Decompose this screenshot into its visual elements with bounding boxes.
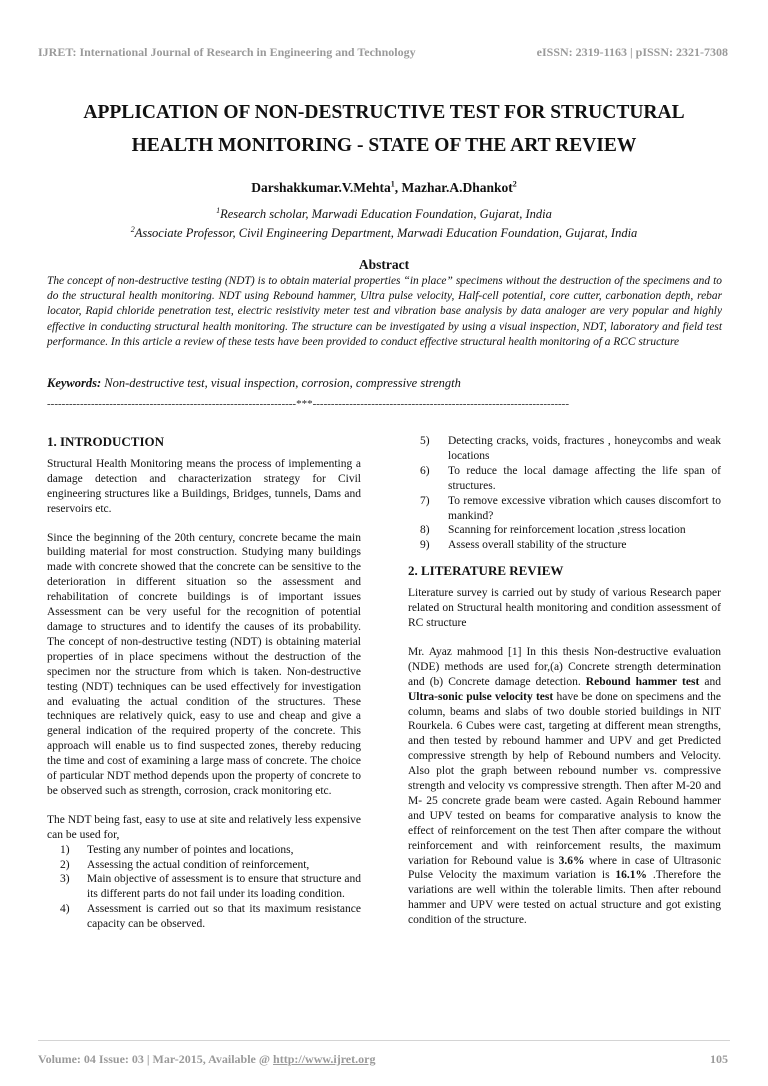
literature-paragraph-2 <box>408 645 721 928</box>
list-number: 4) <box>60 903 70 916</box>
introduction-heading: 1. INTRODUCTION <box>47 434 165 449</box>
intro-paragraph-3: The NDT being fast, easy to use at site and relatively less expensive can be used for, <box>47 813 361 841</box>
paper-title <box>40 96 728 162</box>
affiliation-marker: 1 <box>216 205 221 215</box>
abstract-heading: Abstract <box>358 257 410 272</box>
journal-name: IJRET: International Journal of Research in Engineering and Technology <box>38 45 416 59</box>
running-footer <box>38 1052 728 1070</box>
list-text: To reduce the local damage affecting the life span of structures. <box>448 464 721 492</box>
ndt-uses-list-part-2 <box>408 434 721 553</box>
affiliation-marker: 2 <box>130 224 135 234</box>
volume-text: Volume: 04 Issue: 03 | Mar-2015, Available @ <box>38 1052 274 1066</box>
affiliation-1 <box>40 205 728 224</box>
running-header <box>38 45 728 63</box>
lit-value-rebound: 3.6% <box>558 854 585 867</box>
list-item <box>47 872 361 902</box>
list-number: 7) <box>420 494 430 507</box>
list-item <box>47 902 361 932</box>
list-text: Assess overall stability of the structure <box>448 539 627 552</box>
title-line-1: APPLICATION OF NON-DESTRUCTIVE TEST FOR STRUCTURAL <box>83 102 685 123</box>
lit-text: and <box>699 675 721 688</box>
list-item <box>47 858 361 873</box>
affiliations <box>40 205 728 243</box>
page-number: 105 <box>710 1052 728 1066</box>
author-1: Darshakkumar.V.Mehta <box>251 180 391 195</box>
lit-value-upv: 16.1% <box>615 869 648 882</box>
list-number: 6) <box>420 464 430 477</box>
list-item <box>408 523 721 538</box>
list-number: 2) <box>60 858 70 871</box>
author-1-marker: 1 <box>390 179 395 189</box>
affiliation-2 <box>40 224 728 243</box>
author-separator: , <box>394 180 402 195</box>
intro-paragraph-2: Since the beginning of the 20th century, concrete became the main building material for most construction. Studying many buildings made with concrete showed that the concrete can be sensitive to the deterioration in different situation so the assessment and rehabilitation of concrete buildings is of important issues Assessment can be very useful for the recognition of potential damage to structures and to identify the causes of its probability. The concept of non-destructive testing (NDT) is obtaining material properties of in place specimens without the destruction of the specimen nor the structure from which is taken. Non-destructive testing (NDT) techniques can be used effectively for investigation and evaluating the actual condition of the structures. These techniques are relatively quick, easy to use and cheap and give a general indication of the required property of the concrete. This approach will enable us to find suspected zones, thereby reducing the time and cost of examining a large mass of concrete. The choice of particular NDT method depends upon the property of concrete to be observed such as strength, corrosion, crack monitoring etc. <box>47 531 361 797</box>
list-number: 8) <box>420 524 430 537</box>
list-text: Detecting cracks, voids, fractures , honeycombs and weak locations <box>448 435 721 462</box>
keywords-text: Non-destructive test, visual inspection, corrosion, compressive strength <box>101 376 461 390</box>
literature-paragraph-1: Literature survey is carried out by study of various Research paper related on Structural health monitoring and condition assessment of RC structure <box>408 587 721 629</box>
right-column <box>408 434 721 942</box>
lit-text: have be done on specimens and the column, beams and slabs of two double storied buildings in NIT Rourkela. 6 Cubes were cast, targeting at different mean strengths, and then tested by rebound hammer and UPV and get Predicted compressive strength by help of Rebound numbers and Velocity. Also plot the graph between rebound number vs. compressive strength and velocity vs compressive strength. Then after M-20 and M- 25 concrete grade beam were casted. Again Rebound hammer and UPV tested on beams for comparative analysis to know the effect of reinforcement on the test Then after compare the without reinforcement and with reinforcement results, the maximum variation for Rebound value is <box>408 690 721 867</box>
list-item <box>408 464 721 494</box>
keywords <box>47 376 722 391</box>
title-line-2: HEALTH MONITORING - STATE OF THE ART REVIEW <box>131 135 637 156</box>
literature-heading: 2. LITERATURE REVIEW <box>408 563 564 579</box>
footer-divider <box>38 1040 730 1041</box>
affiliation-text: Associate Professor, Civil Engineering Department, Marwadi Education Foundation, Gujarat, India <box>134 226 638 240</box>
author-2-marker: 2 <box>512 179 517 189</box>
lit-bold-upv: Ultra-sonic pulse velocity test <box>408 690 554 703</box>
lit-text: .Therefore the variations are well within the tolerable limits. Then after rebound hammer and UPV were tested on actual structure and got existing condition of the structure. <box>408 869 721 927</box>
list-item <box>47 843 361 858</box>
intro-paragraph-1: Structural Health Monitoring means the process of implementing a damage detection and characterization strategy for Civil engineering structures like a Buildings, Bridges, tunnels, Dams and reservoirs etc. <box>47 457 361 515</box>
journal-url-link[interactable]: http://www.ijret.org <box>273 1052 376 1066</box>
author-2: Mazhar.A.Dhankot <box>401 180 513 195</box>
list-text: Testing any number of pointes and locations, <box>87 843 294 856</box>
lit-bold-rebound: Rebound hammer test <box>585 675 700 688</box>
footer-volume <box>38 1052 375 1067</box>
ndt-uses-list-part-1 <box>47 843 361 932</box>
affiliation-text: Research scholar, Marwadi Education Foundation, Gujarat, India <box>220 207 552 221</box>
list-text: Assessment is carried out so that its maximum resistance capacity can be observed. <box>87 903 361 931</box>
list-number: 5) <box>420 435 430 447</box>
abstract-text: The concept of non-destructive testing (NDT) is to obtain material properties “in place” specimens without the destruction of the specimens and to do the structural health monitoring. NDT using Rebound hammer, Ultra pulse velocity, Half-cell potential, core cutter, carbonation depth, rebar locator, Rapid chloride penetration test, electric resistivity meter test and vibration base analysis by data analoger are very popular and highly effective in conducting structural health monitoring. The structure can be investigated by using a visual inspection, NDT, laboratory and field test performance. In this article a review of these tests have been provided to conduct effective structural health monitoring of a RCC structure <box>47 275 722 348</box>
list-item <box>408 538 721 553</box>
list-text: Main objective of assessment is to ensure that structure and its different parts do not fail under its loading condition. <box>87 873 361 901</box>
list-item <box>408 494 721 524</box>
lit-text: Mr. Ayaz mahmood [1] In this thesis Non-destructive evaluation (NDE) methods are used for,(a) Concrete strength determination and (b) Concrete damage detection. <box>408 645 721 688</box>
list-number: 9) <box>420 539 430 552</box>
list-number: 3) <box>60 873 70 886</box>
list-text: Assessing the actual condition of reinforcement, <box>87 858 310 871</box>
issn-text: eISSN: 2319-1163 | pISSN: 2321-7308 <box>536 45 728 59</box>
list-number: 1) <box>60 843 70 856</box>
list-item <box>408 434 721 464</box>
list-text: Scanning for reinforcement location ,stress location <box>448 524 686 537</box>
lit-text: where in case of Ultrasonic Pulse Velocity the maximum variation is <box>408 854 721 882</box>
left-column <box>47 435 361 932</box>
list-text: To remove excessive vibration which causes discomfort to mankind? <box>448 494 721 522</box>
keywords-label: Keywords: <box>47 376 102 390</box>
authors <box>40 180 728 196</box>
section-separator: --------------------------------------------------------------------***---------------------------------------------------------------------- <box>47 398 570 410</box>
